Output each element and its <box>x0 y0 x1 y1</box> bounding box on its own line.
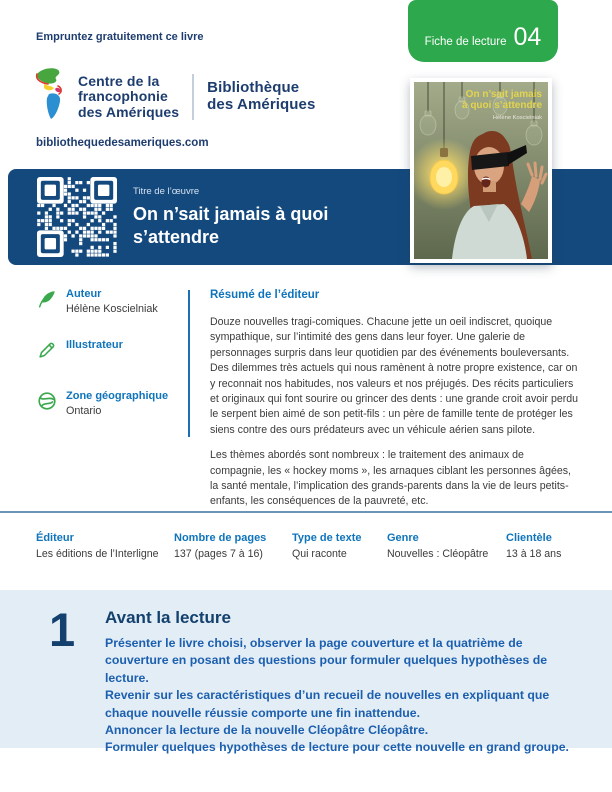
org-name-line3: des Amériques <box>78 103 180 120</box>
cover-title-line2: à quoi s’attendre <box>461 100 542 111</box>
meta-value: Nouvelles : Cléopâtre <box>387 548 489 560</box>
book-details <box>36 288 184 441</box>
detail-author <box>36 288 184 315</box>
logo-divider <box>192 74 194 120</box>
publisher-summary <box>210 289 580 520</box>
borrow-tagline: Empruntez gratuitement ce livre <box>36 31 204 43</box>
book-cover <box>410 78 552 263</box>
meta-label: Nombre de pages <box>174 532 267 544</box>
fiche-number-badge <box>408 0 558 62</box>
section-avant-la-lecture <box>0 590 612 755</box>
meta-divider <box>0 511 612 513</box>
section-line: Revenir sur les caractéristiques d’un recueil de nouvelles en expliquant que chaque nouvelle réussie comporte une fin inattendue. <box>105 688 550 720</box>
title-banner-label: Titre de l’œuvre <box>133 186 200 197</box>
library-name-line1: Bibliothèque <box>207 79 300 97</box>
meta-text-type <box>292 532 362 560</box>
detail-value: Hélène Koscielniak <box>66 303 158 315</box>
detail-illustrator <box>36 339 184 366</box>
detail-value: Ontario <box>66 405 102 417</box>
meta-value: Les éditions de l’Interligne <box>36 548 159 560</box>
meta-audience <box>506 532 561 560</box>
logo-row <box>34 64 315 130</box>
website-link[interactable]: bibliothequedesameriques.com <box>36 137 209 149</box>
meta-label: Type de texte <box>292 532 362 544</box>
book-title: On n’sait jamais à quoi s’attendre <box>133 204 329 248</box>
badge-label: Fiche de lecture <box>424 36 507 48</box>
meta-value: 13 à 18 ans <box>506 548 562 560</box>
qr-code-icon <box>37 177 117 257</box>
meta-genre <box>387 532 488 560</box>
banner-text <box>133 186 401 250</box>
meta-label: Éditeur <box>36 532 74 544</box>
summary-paragraph: Les thèmes abordés sont nombreux : le traitement des animaux de compagnie, les « hockey moms », les arnaques ciblant les personnes âgées, la santé mentale, l’implication des grands-parents dans la vie de leurs petits-enfants, les conséquences de la pauvreté, etc. <box>210 449 571 508</box>
detail-label: Illustrateur <box>66 339 123 351</box>
meta-publisher <box>36 532 159 560</box>
meta-label: Genre <box>387 532 419 544</box>
library-name-line2: des Amériques <box>207 96 316 113</box>
summary-heading: Résumé de l’éditeur <box>210 289 320 301</box>
section-line: Annoncer la lecture de la nouvelle Cléopâtre Cléopâtre. <box>105 723 429 738</box>
detail-label: Auteur <box>66 288 102 300</box>
detail-zone <box>36 390 184 417</box>
org-name-line1: Centre de la <box>78 72 160 89</box>
detail-label: Zone géographique <box>66 390 169 402</box>
section-body <box>105 635 581 757</box>
library-name <box>207 80 315 114</box>
meta-value: Qui raconte <box>292 548 347 560</box>
org-name-line2: francophonie <box>78 88 168 105</box>
pencil-icon <box>36 339 60 366</box>
meta-pages <box>174 532 266 560</box>
cover-title-line1: On n’sait jamais <box>465 89 542 100</box>
meta-value: 137 (pages 7 à 16) <box>174 548 263 560</box>
section-line: Présenter le livre choisi, observer la page couverture et la quatrième de couverture en posant des questions pour formuler quelques hypothèses de lecture. <box>105 636 548 685</box>
badge-number: 04 <box>513 23 542 51</box>
section-line: Formuler quelques hypothèses de lecture pour cette nouvelle en grand groupe. <box>105 740 569 755</box>
org-name <box>78 74 179 120</box>
americas-map-icon <box>34 66 70 129</box>
book-cover-art <box>414 82 548 259</box>
globe-icon <box>36 390 60 417</box>
meta-label: Clientèle <box>506 532 552 544</box>
section-heading: Avant la lecture <box>105 608 231 627</box>
section-number: 1 <box>49 603 76 656</box>
feather-icon <box>36 288 60 315</box>
cover-author: Hélène Koscielniak <box>492 115 542 121</box>
details-summary-divider <box>188 290 190 437</box>
summary-paragraph: Douze nouvelles tragi-comiques. Chacune jette un oeil indiscret, quoique sympathique, sur l’intimité des gens dans leur foyer. Une galerie de personnages surpris dans leur quotidien par des événements bouleversants. Des dilemmes très actuels qui nous ramènent à notre propre existence, car on y reconnait nos habitudes, nos valeurs et nos préjugés. Des récits particuliers et originaux qui font sourire ou grincer des dents : une grande croit avoir perdu le serpent bien aimé de son petit-fils : un père de famille tente de protéger les siens contre des ours prédateurs avec un véhicule aérien sans pilote. <box>210 316 579 436</box>
